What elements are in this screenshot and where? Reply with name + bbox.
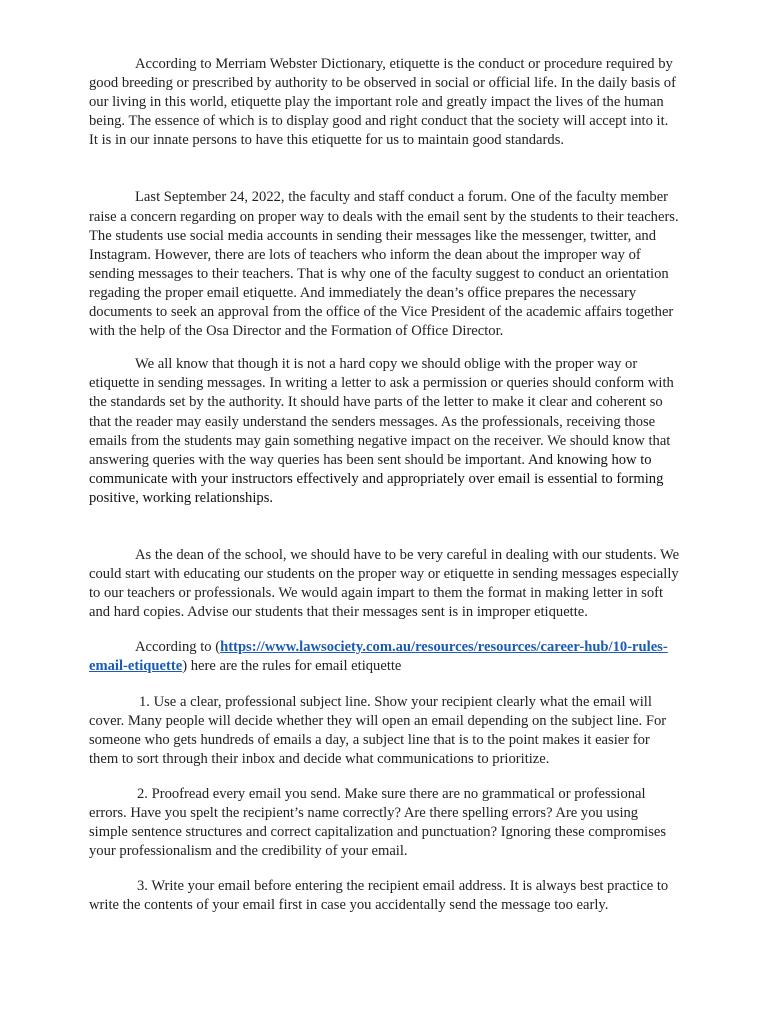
paragraph-forum: Last September 24, 2022, the faculty and staff conduct a forum. One of the faculty member raise a concern regarding on proper way to deals with the email sent by the students to their teachers. The students use social media accounts in sending their messages like the messenger, twitter, and Instagram. However, there are lots of teachers who inform the dean about the improper way of sending messages to their teachers. That is why one of the faculty suggest to conduct an orientation regading the proper email etiquette. And immediately the dean’s office prepares the necessary documents to seek an approval from the office of the Vice President of the academic affairs together with the help of the Osa Director and the Formation of Office Director.	[89, 189, 679, 340]
paragraph-dean: As the dean of the school, we should have to be very careful in dealing with our students. We could start with educating our students on the proper way or etiquette in sending messages especially to our teachers or professionals. We would again impart to them the format in making letter in soft and hard copies. Advise our students that their messages sent is in improper etiquette.	[89, 546, 680, 621]
source-suffix: ) here are the rules for email etiquette	[182, 658, 402, 675]
paragraph-proper-way-emphasis: And knowing how to communicate with your instructors effectively and appropriately over email is essential to forming positive, working relationships.	[89, 451, 664, 506]
paragraph-proper-way	[89, 355, 680, 508]
rule-item-2: 2. Proofread every email you send. Make sure there are no grammatical or professional errors. Have you spelt the recipient’s name correctly? Are there spelling errors? Are you using simple sentence structures and correct capitalization and punctuation? Ignoring these compromises your professionalism and the credibility of your email.	[89, 785, 667, 860]
source-prefix: According to (	[135, 639, 221, 656]
rule-item-1: 1. Use a clear, professional subject line. Show your recipient clearly what the email will cover. Many people will decide whether they will open an email depending on the subject line. For someone who gets hundreds of emails a day, a subject line that is to the point makes it easier for them to sort through their inbox and decide what communications to prioritize.	[89, 693, 667, 767]
rule-item-3: 3. Write your email before entering the recipient email address. It is always best practice to write the contents of your email first in case you accidentally send the message too early.	[89, 878, 669, 914]
source-link[interactable]: https://www.lawsociety.com.au/resources/resources/career-hub/10-rules-email-etiquette	[89, 639, 668, 675]
paragraph-etiquette-definition: According to Merriam Webster Dictionary, etiquette is the conduct or procedure required by good breeding or prescribed by authority to be observed in social or official life. In the daily basis of our living in this world, etiquette play the important role and greatly impact the lives of the human being. The essence of which is to display good and right conduct that the society will accept into it. It is in our innate persons to have this etiquette for us to maintain good standards.	[89, 56, 676, 149]
paragraph-source	[89, 638, 680, 676]
paragraph-proper-way-text: We all know that though it is not a hard copy we should oblige with the proper way or etiquette in sending messages. In writing a letter to ask a permission or queries should conform with the standards set by the authority. It should have parts of the letter to make it clear and coherent so that the reader may easily understand the senders messages. As the professionals, receiving those emails from the students may gain something negative impact on the receiver. We should know that answering queries with the way queries has been sent should be important.	[89, 356, 674, 468]
